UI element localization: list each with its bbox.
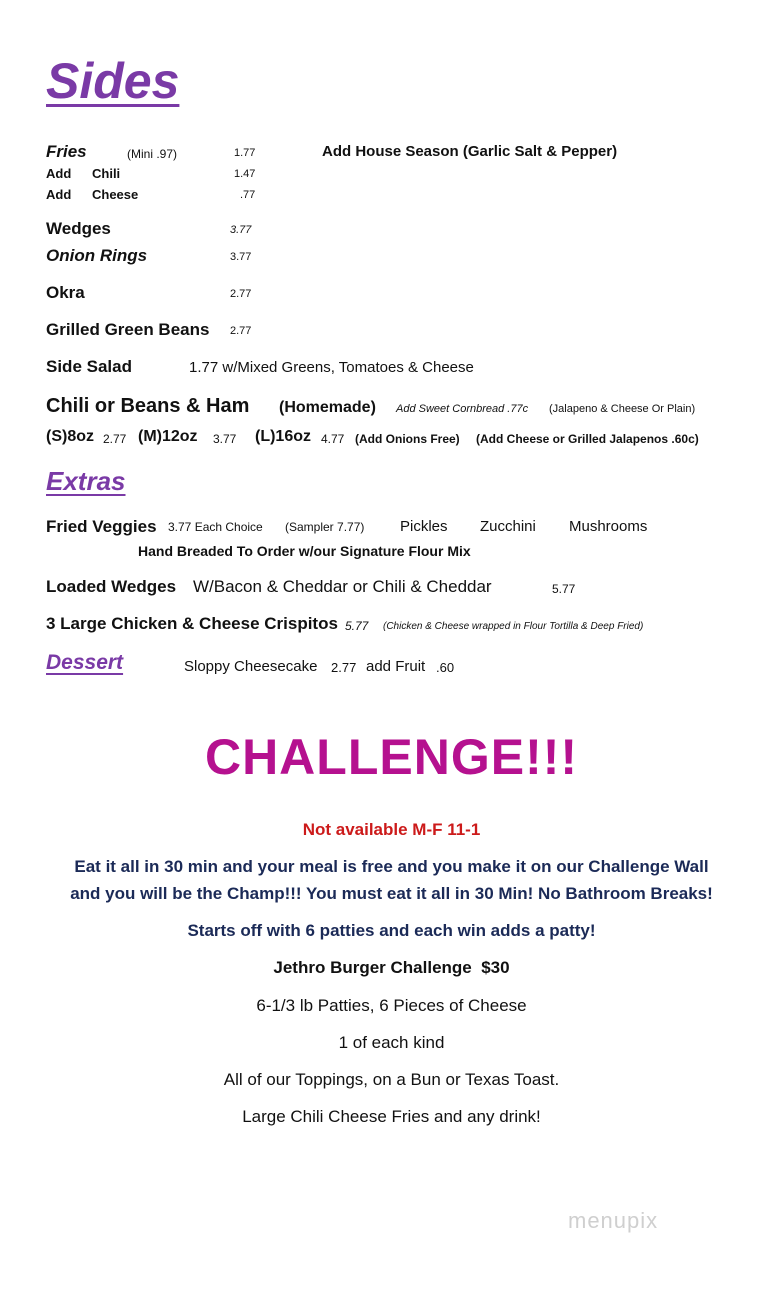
challenge-title: CHALLENGE!!! [204,729,579,785]
challenge-availability: Not available M-F 11-1 [302,820,481,839]
challenge-line-3: Starts off with 6 patties and each win adds a patty! [187,921,596,940]
onion-rings-price: 3.77 [230,251,252,263]
wedges-price: 3.77 [230,224,252,236]
side-salad-label: Side Salad [46,357,132,376]
chili-cornbread-note: (Jalapeno & Cheese Or Plain) [549,403,696,415]
fries-season-note: Add House Season (Garlic Salt & Pepper) [322,143,618,160]
crispitos-label: 3 Large Chicken & Cheese Crispitos [46,614,338,633]
challenge-price: $30 [481,958,510,977]
challenge-name: Jethro Burger Challenge [273,958,472,977]
sides-title: Sides [46,53,180,109]
dessert-addon: add Fruit [366,658,426,675]
challenge-detail-1: 6-1/3 lb Patties, 6 Pieces of Cheese [256,996,527,1015]
chili-onions-note: (Add Onions Free) [355,432,460,446]
dessert-item: Sloppy Cheesecake [184,658,318,675]
challenge-line-1: Eat it all in 30 min and your meal is free and you make it on our Challenge Wall [74,857,709,876]
fried-veggies-label: Fried Veggies [46,517,157,536]
dessert-title: Dessert [46,651,124,674]
add-chili-price: 1.47 [234,168,256,180]
fried-veggies-sampler: (Sampler 7.77) [285,520,365,534]
dessert-price: 2.77 [331,660,357,675]
chili-medium-label: (M)12oz [138,428,198,445]
side-salad-desc: 1.77 w/Mixed Greens, Tomatoes & Cheese [189,359,474,376]
onion-rings-label: Onion Rings [46,246,148,265]
green-beans-price: 2.77 [230,325,252,337]
fries-label: Fries [46,142,87,161]
add-chili-add: Add [46,166,72,181]
okra-price: 2.77 [230,288,252,300]
challenge-detail-4: Large Chili Cheese Fries and any drink! [242,1107,541,1126]
fried-veggies-note: Hand Breaded To Order w/our Signature Flour Mix [138,543,471,559]
extras-title: Extras [46,466,126,496]
challenge-line-2: and you will be the Champ!!! You must eat it all in 30 Min! No Bathroom Breaks! [70,884,713,903]
chili-small-label: (S)8oz [46,428,94,445]
wedges-label: Wedges [46,219,111,238]
fries-price: 1.77 [234,147,256,159]
crispitos-price: 5.77 [345,619,369,633]
chili-large-price: 4.77 [321,432,345,446]
chili-homemade: (Homemade) [279,399,376,416]
fried-veggies-option-mushrooms: Mushrooms [569,518,648,535]
chili-label: Chili or Beans & Ham [46,395,250,417]
challenge-detail-2: 1 of each kind [338,1033,445,1052]
challenge-name-row [0,958,783,978]
chili-large-label: (L)16oz [255,428,311,445]
loaded-wedges-price: 5.77 [552,582,576,596]
green-beans-label: Grilled Green Beans [46,320,210,339]
chili-cornbread: Add Sweet Cornbread .77c [396,403,529,415]
add-cheese-add: Add [46,187,72,202]
watermark: menupix [568,1208,659,1233]
fries-mini: (Mini .97) [127,147,178,161]
fried-veggies-option-zucchini: Zucchini [480,518,536,535]
chili-medium-price: 3.77 [213,432,237,446]
challenge-detail-3: All of our Toppings, on a Bun or Texas Toast. [223,1070,560,1089]
add-cheese-price: .77 [240,189,256,201]
dessert-addon-price: .60 [436,660,455,675]
loaded-wedges-label: Loaded Wedges [46,577,177,596]
okra-label: Okra [46,283,85,302]
add-cheese-label: Cheese [92,187,139,202]
loaded-wedges-desc: W/Bacon & Cheddar or Chili & Cheddar [193,577,492,596]
fried-veggies-option-pickles: Pickles [400,518,448,535]
crispitos-note: (Chicken & Cheese wrapped in Flour Tortilla & Deep Fried) [383,621,644,632]
chili-cheese-note: (Add Cheese or Grilled Jalapenos .60c) [476,432,699,446]
add-chili-label: Chili [92,166,121,181]
fried-veggies-price: 3.77 Each Choice [168,520,263,534]
chili-small-price: 2.77 [103,432,127,446]
